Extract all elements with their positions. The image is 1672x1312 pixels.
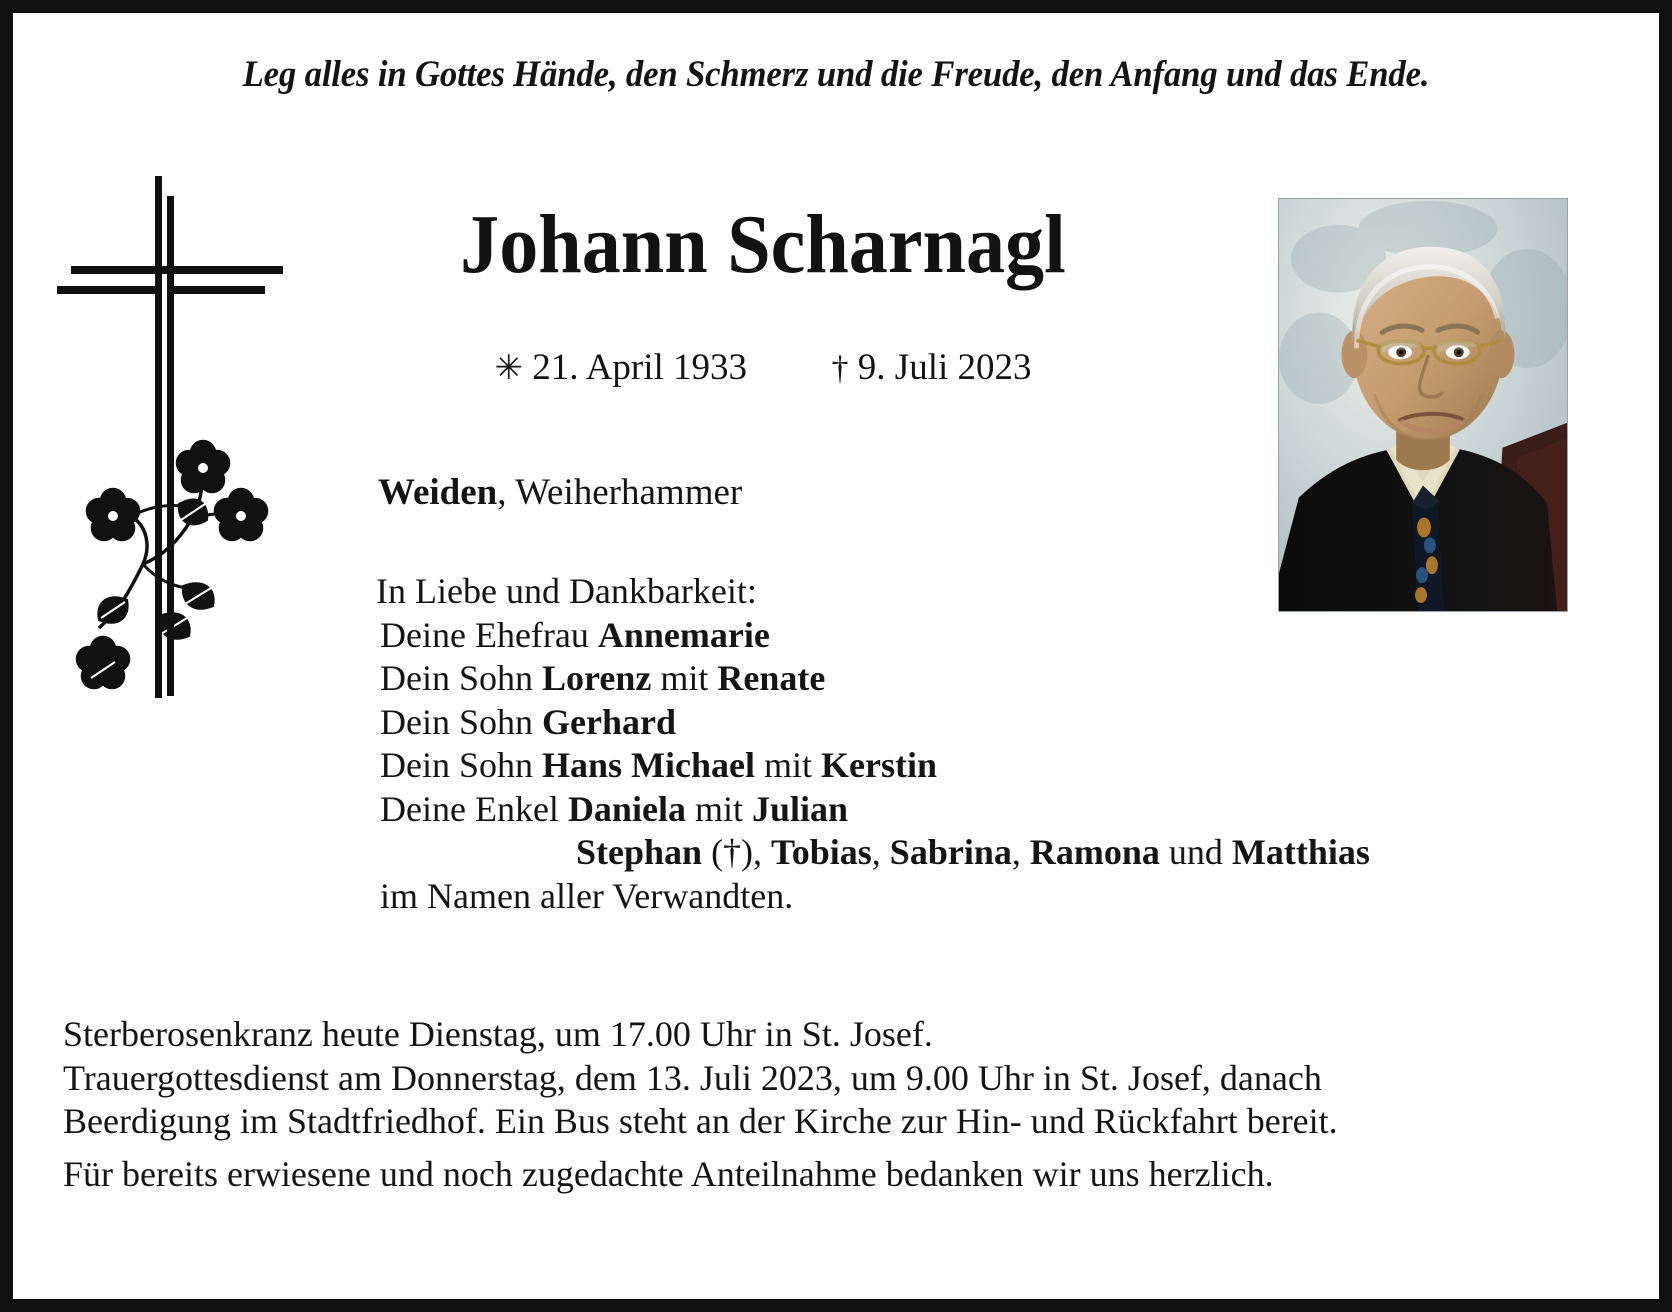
relative-name: Gerhard [542, 701, 676, 742]
separator: , [871, 832, 890, 872]
family-line [376, 657, 1370, 701]
family-closing: im Namen aller Verwandten. [380, 875, 794, 916]
relative-name: Daniela [567, 788, 686, 829]
relative-partner-name: Julian [751, 788, 849, 829]
family-line [376, 614, 1370, 658]
relation-label: Dein Sohn [380, 701, 542, 742]
cross-with-vine-icon [51, 168, 301, 713]
service-line: Trauergottesdienst am Donnerstag, dem 13. Juli 2023, um 9.00 Uhr in St. Josef, danach [63, 1057, 1322, 1098]
family-line [376, 788, 1370, 832]
relative-name: Annemarie [597, 614, 770, 655]
separator: und [1159, 832, 1232, 872]
deceased-marker: (†), [702, 832, 772, 872]
life-dates [313, 346, 1213, 389]
relation-label: Deine Enkel [380, 788, 568, 829]
thanks-line: Für bereits erwiesene und noch zugedachte Anteilnahme bedanken wir uns herzlich. [63, 1153, 1274, 1194]
deceased-name: Johann Scharnagl [460, 198, 1066, 291]
rosary-line: Sterberosenkranz heute Dienstag, um 17.00 Uhr in St. Josef. [63, 1014, 933, 1054]
relation-connector: mit [685, 788, 752, 829]
place-secondary: , Weiherhammer [497, 472, 743, 513]
death-cross-icon: † [831, 350, 849, 387]
motto-text: Leg alles in Gottes Hände, den Schmerz und die Freude, den Anfang und das Ende. [242, 54, 1430, 95]
death-date: 9. Juli 2023 [857, 347, 1032, 388]
relative-name: Hans Michael [542, 745, 755, 785]
place-line [378, 471, 742, 514]
family-line [376, 744, 1370, 788]
relation-label: Dein Sohn [380, 745, 542, 785]
birth-star-icon: ✳ [494, 350, 523, 387]
family-line [376, 701, 1370, 745]
relation-connector: mit [651, 658, 718, 698]
place-primary: Weiden [378, 472, 498, 513]
separator: , [1011, 832, 1030, 872]
grandchild-name: Stephan [576, 832, 703, 872]
grandchildren-line [376, 831, 1370, 875]
relative-partner-name: Kerstin [821, 745, 937, 785]
grandchild-name: Ramona [1029, 832, 1160, 872]
family-block [376, 570, 1370, 918]
family-intro: In Liebe und Dankbarkeit: [376, 571, 757, 611]
relative-name: Lorenz [542, 658, 652, 698]
birth-date: 21. April 1933 [532, 347, 748, 388]
grandchild-name: Matthias [1231, 832, 1370, 872]
relation-connector: mit [755, 745, 822, 785]
burial-line: Beerdigung im Stadtfriedhof. Ein Bus steht an der Kirche zur Hin- und Rückfahrt bereit. [63, 1101, 1338, 1141]
portrait-photo [1278, 198, 1568, 612]
service-details [63, 1013, 1629, 1196]
relation-label: Deine Ehefrau [380, 614, 598, 655]
relative-partner-name: Renate [717, 658, 826, 698]
relation-label: Dein Sohn [380, 658, 542, 698]
grandchild-name: Tobias [771, 832, 872, 872]
grandchild-name: Sabrina [889, 832, 1012, 872]
footer-spacer [63, 1144, 1629, 1153]
notice-paper [13, 13, 1659, 1299]
